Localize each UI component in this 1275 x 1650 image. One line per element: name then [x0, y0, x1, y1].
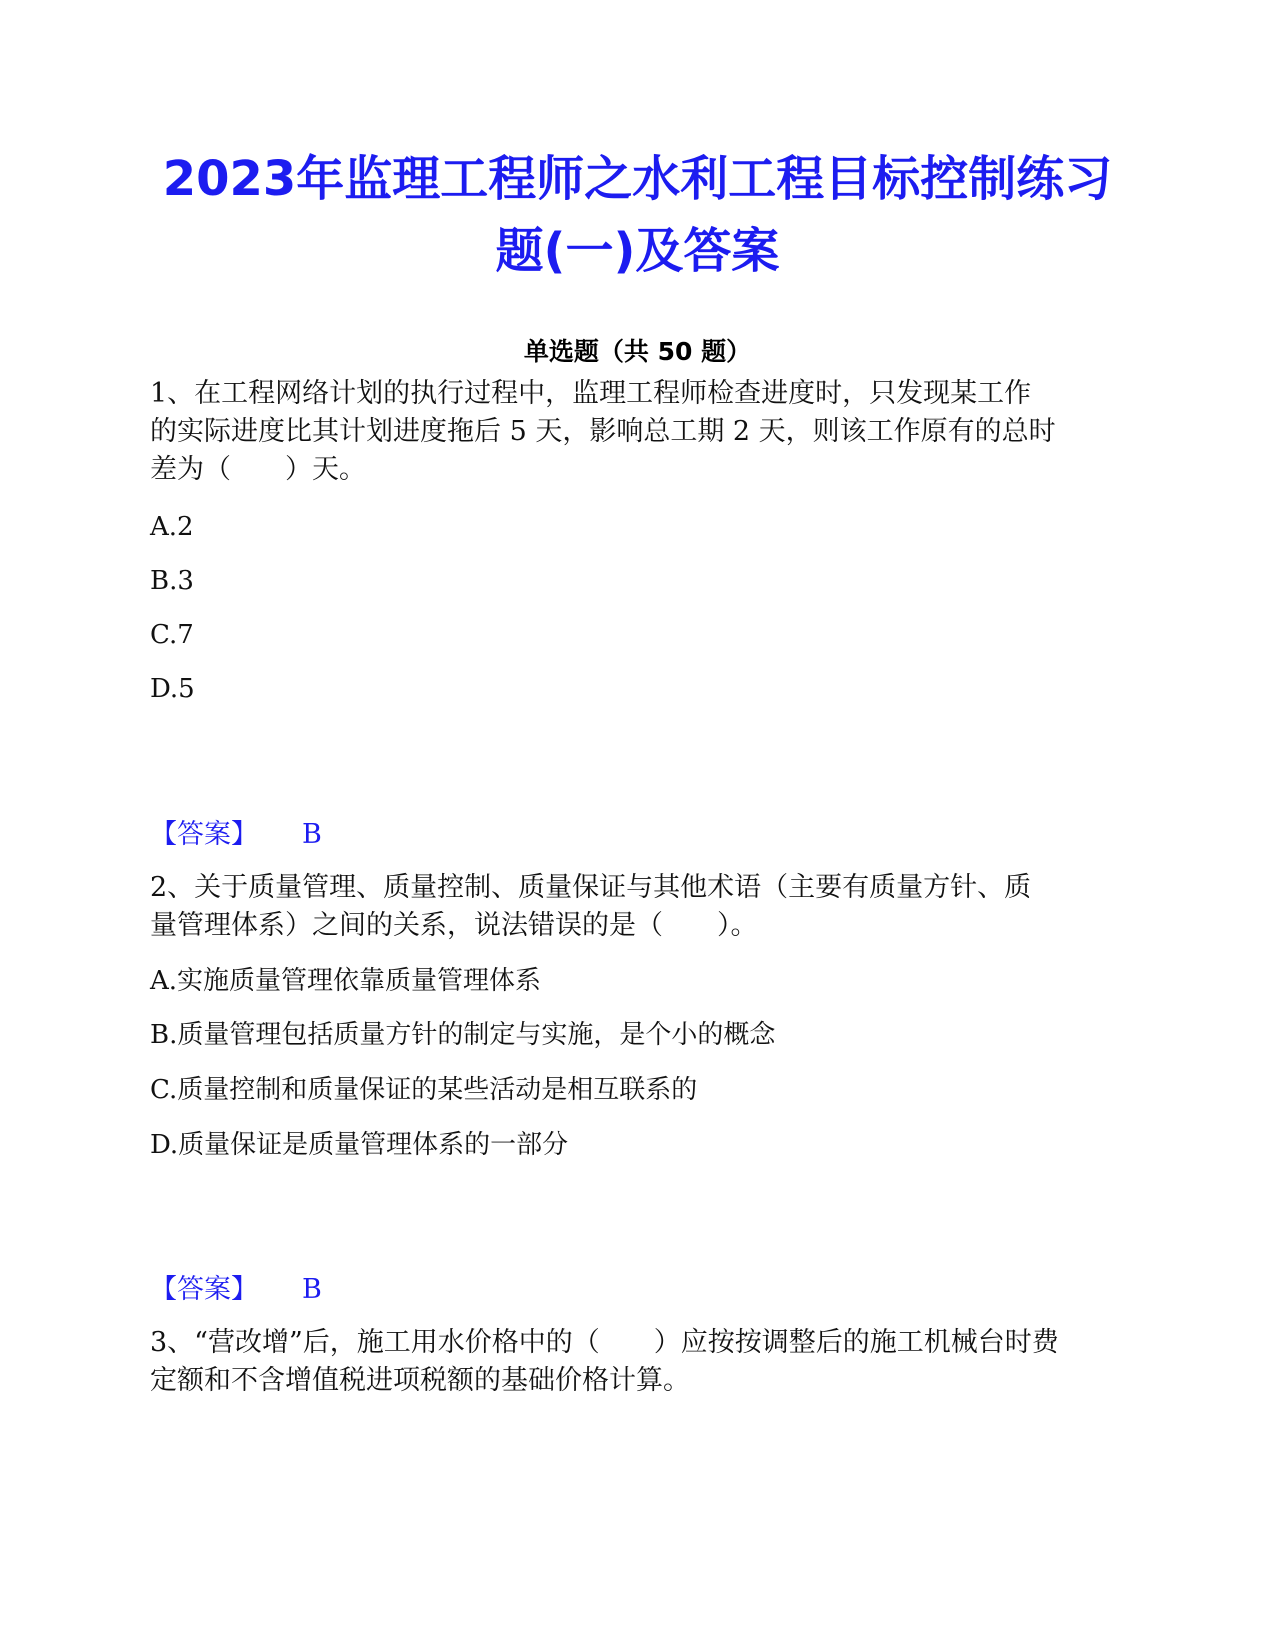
- question-1-option-a: A.2: [150, 512, 194, 542]
- document-title-line-2: 题(一)及答案: [495, 223, 780, 279]
- answer-label: 【答案】: [150, 819, 258, 850]
- question-2-option-a: A.实施质量管理依靠质量管理体系: [150, 966, 542, 996]
- question-2-option-b: B.质量管理包括质量方针的制定与实施，是个小的概念: [150, 1020, 776, 1050]
- answer-value: B: [302, 1274, 322, 1305]
- question-1-option-b: B.3: [150, 566, 194, 596]
- question-2-answer: [150, 1272, 322, 1308]
- question-2-line-1: 2、关于质量管理、质量控制、质量保证与其他术语（主要有质量方针、质: [150, 872, 1032, 903]
- question-2-line-2: 量管理体系）之间的关系，说法错误的是（ ）。: [150, 910, 758, 941]
- question-1-option-d: D.5: [150, 674, 195, 704]
- question-1-option-c: C.7: [150, 620, 194, 650]
- question-1-line-1: 1、在工程网络计划的执行过程中，监理工程师检查进度时，只发现某工作: [150, 378, 1032, 409]
- document-title-line-1: 2023年监理工程师之水利工程目标控制练习: [162, 151, 1113, 207]
- question-1-answer: [150, 817, 322, 853]
- question-1-line-2: 的实际进度比其计划进度拖后 5 天，影响总工期 2 天，则该工作原有的总时: [150, 416, 1056, 447]
- answer-value: B: [302, 819, 322, 850]
- question-2-option-c: C.质量控制和质量保证的某些活动是相互联系的: [150, 1075, 698, 1105]
- section-header: 单选题（共 50 题）: [523, 337, 752, 366]
- question-3-line-1: 3、“营改增”后，施工用水价格中的（ ）应按按调整后的施工机械台时费: [150, 1327, 1059, 1358]
- answer-label: 【答案】: [150, 1274, 258, 1305]
- question-3-line-2: 定额和不含增值税进项税额的基础价格计算。: [150, 1365, 690, 1396]
- question-2-option-d: D.质量保证是质量管理体系的一部分: [150, 1130, 569, 1160]
- question-1-line-3: 差为（ ）天。: [150, 454, 366, 485]
